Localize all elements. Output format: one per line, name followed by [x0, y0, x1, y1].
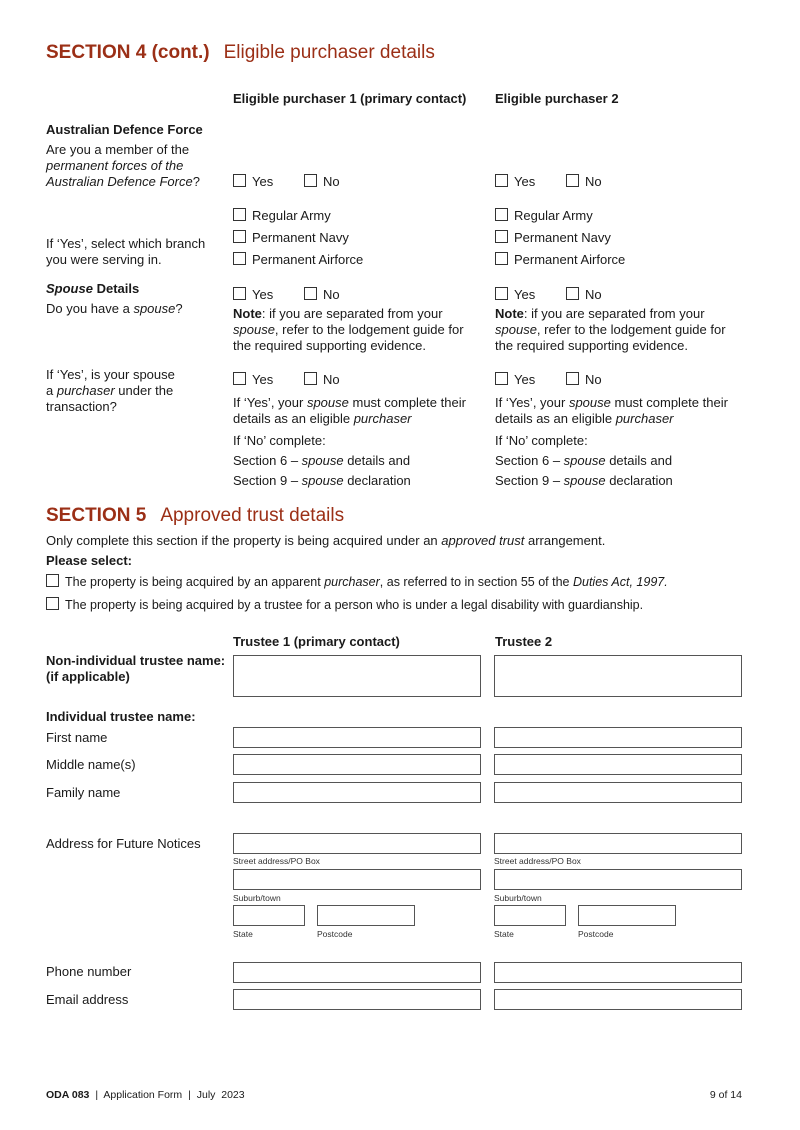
text: spouse	[306, 395, 349, 410]
text: spouse	[233, 322, 275, 337]
details-word: Details	[92, 281, 140, 296]
checkbox[interactable]	[495, 372, 508, 385]
trustee2-postcode-caption: Postcode	[578, 929, 614, 939]
option-label: No	[323, 287, 340, 302]
text: Section 9 –	[233, 473, 302, 488]
p1-branch-navy[interactable]	[233, 230, 349, 245]
text: spouse	[563, 453, 606, 468]
text: purchaser	[324, 575, 380, 589]
section-number: SECTION 5	[46, 505, 147, 526]
section-4-title	[46, 42, 435, 64]
option-label: Permanent Airforce	[252, 252, 364, 267]
checkbox[interactable]	[233, 287, 246, 300]
text: purchaser	[353, 411, 412, 426]
text: Section 6 –	[495, 453, 564, 468]
option-label: Regular Army	[252, 208, 331, 223]
trustee2-first-name-input[interactable]	[494, 727, 742, 748]
purchaser-question-line3: transaction?	[46, 399, 117, 414]
option-label: No	[585, 372, 602, 387]
option-label: Permanent Navy	[514, 230, 611, 245]
p1-note-line1	[233, 306, 443, 322]
p2-note-line2	[495, 322, 726, 338]
section5-intro	[46, 533, 605, 549]
checkbox[interactable]	[304, 287, 317, 300]
p1-adf-no[interactable]	[304, 174, 340, 189]
trustee1-postcode-caption: Postcode	[317, 929, 353, 939]
trustee2-phone-input[interactable]	[494, 962, 742, 983]
checkbox[interactable]	[495, 287, 508, 300]
purchaser-question-line2	[46, 383, 173, 399]
col1-header: Eligible purchaser 1 (primary contact)	[233, 91, 467, 106]
spouse-question	[46, 301, 183, 317]
first-name-label: First name	[46, 730, 108, 745]
p2-adf-no[interactable]	[566, 174, 602, 189]
section-number: SECTION 4 (cont.)	[46, 42, 210, 63]
option-label: No	[323, 372, 340, 387]
text: arrangement.	[524, 533, 606, 548]
trustee1-email-input[interactable]	[233, 989, 481, 1010]
p1-yes-note-line1	[233, 395, 466, 411]
checkbox[interactable]	[495, 252, 508, 265]
trustee2-postcode-input[interactable]	[578, 905, 676, 926]
please-select: Please select:	[46, 553, 133, 568]
section-5-title	[46, 505, 344, 527]
p1-spouse-no[interactable]	[304, 287, 340, 302]
p1-note-line3: the required supporting evidence.	[233, 338, 426, 353]
option-label: The property is being acquired by a trustee for a person who is under a legal disability with guardianship.	[65, 598, 644, 612]
p2-section6	[495, 453, 672, 469]
checkbox[interactable]	[233, 252, 246, 265]
trustee2-family-name-input[interactable]	[494, 782, 742, 803]
text: ?	[175, 301, 183, 316]
text: Section 6 –	[233, 453, 302, 468]
checkbox[interactable]	[566, 372, 579, 385]
text: must complete their	[348, 395, 466, 410]
trustee2-email-input[interactable]	[494, 989, 742, 1010]
page-number: 9 of 14	[709, 1089, 742, 1101]
text: : if you are separated from your	[261, 306, 443, 321]
p2-branch-army[interactable]	[495, 208, 593, 223]
option-label: Yes	[514, 372, 536, 387]
branch-question-line1: If ‘Yes’, select which branch	[46, 236, 206, 251]
p2-yes-note-line2	[495, 411, 674, 427]
checkbox[interactable]	[233, 372, 246, 385]
p2-spouse-yes[interactable]	[495, 287, 535, 302]
p2-adf-yes[interactable]	[495, 174, 535, 189]
note-label: Note	[233, 306, 262, 321]
option-label: Yes	[252, 174, 274, 189]
trust-option-apparent-purchaser[interactable]	[46, 574, 668, 590]
trustee1-phone-input[interactable]	[233, 962, 481, 983]
footer-left	[46, 1089, 245, 1101]
trustee1-non-individual-input[interactable]	[233, 655, 481, 697]
spouse-term: Spouse	[46, 281, 93, 296]
text: If ‘Yes’, your	[233, 395, 307, 410]
option-label	[65, 575, 668, 589]
trustee1-header: Trustee 1 (primary contact)	[233, 634, 400, 649]
text: , refer to the lodgement guide for	[536, 322, 726, 337]
note-label: Note	[495, 306, 524, 321]
p2-no-complete: If ‘No’ complete:	[495, 433, 588, 448]
form-date: July 2023	[196, 1089, 245, 1101]
section-name: Approved trust details	[160, 505, 345, 526]
text: spouse	[568, 395, 611, 410]
p2-branch-airforce[interactable]	[495, 252, 625, 267]
trustee2-header: Trustee 2	[495, 634, 553, 649]
text: spouse	[301, 473, 344, 488]
form-name: Application Form	[103, 1089, 183, 1101]
adf-question-line1: Are you a member of the	[46, 142, 190, 157]
adf-q-mark: ?	[192, 174, 200, 189]
p1-purchaser-no[interactable]	[304, 372, 340, 387]
text: declaration	[605, 473, 673, 488]
option-label: Permanent Airforce	[514, 252, 626, 267]
text: details and	[343, 453, 411, 468]
p1-section6	[233, 453, 410, 469]
trust-option-legal-disability[interactable]	[46, 597, 643, 613]
family-name-label: Family name	[46, 785, 121, 800]
middle-name-label: Middle name(s)	[46, 757, 136, 772]
phone-label: Phone number	[46, 964, 132, 979]
trustee2-suburb-input[interactable]	[494, 869, 742, 890]
text: purchaser	[615, 411, 674, 426]
trustee2-street-caption: Street address/PO Box	[494, 856, 581, 866]
checkbox[interactable]	[566, 287, 579, 300]
trustee1-family-name-input[interactable]	[233, 782, 481, 803]
p2-note-line1	[495, 306, 705, 322]
p1-no-complete: If ‘No’ complete:	[233, 433, 326, 448]
trustee1-suburb-input[interactable]	[233, 869, 481, 890]
text: spouse	[563, 473, 606, 488]
p1-purchaser-yes[interactable]	[233, 372, 273, 387]
p2-note-line3: the required supporting evidence.	[495, 338, 688, 353]
option-label: Regular Army	[514, 208, 593, 223]
trustee2-street-input[interactable]	[494, 833, 742, 854]
option-label: No	[585, 287, 602, 302]
text: details as an eligible	[233, 411, 354, 426]
p2-purchaser-yes[interactable]	[495, 372, 535, 387]
spouse-heading	[46, 281, 139, 297]
non-individual-label-line1: Non-individual trustee name:	[46, 653, 226, 668]
text: must complete their	[610, 395, 728, 410]
adf-question-line3	[46, 174, 200, 190]
p2-yes-note-line1	[495, 395, 728, 411]
p1-branch-army[interactable]	[233, 208, 331, 223]
trustee2-state-caption: State	[494, 929, 514, 939]
p1-adf-yes[interactable]	[233, 174, 273, 189]
text: : if you are separated from your	[523, 306, 705, 321]
separator: |	[188, 1089, 191, 1101]
p1-section9	[233, 473, 411, 489]
address-label: Address for Future Notices	[46, 836, 201, 851]
text: The property is being acquired by an apparent	[65, 575, 325, 589]
option-label: Permanent Navy	[252, 230, 349, 245]
text: Only complete this section if the property is being acquired under an	[46, 533, 442, 548]
email-label: Email address	[46, 992, 129, 1007]
option-label: No	[585, 174, 602, 189]
section-name: Eligible purchaser details	[223, 42, 435, 63]
checkbox[interactable]	[233, 174, 246, 187]
purchaser-question-line1: If ‘Yes’, is your spouse	[46, 367, 175, 382]
text: , as referred to in section 55 of the	[379, 575, 573, 589]
trustee2-non-individual-input[interactable]	[494, 655, 742, 697]
checkbox[interactable]	[495, 230, 508, 243]
text: Do you have a	[46, 301, 134, 316]
checkbox[interactable]	[566, 174, 579, 187]
text: , refer to the lodgement guide for	[274, 322, 464, 337]
p2-section9	[495, 473, 673, 489]
text: If ‘Yes’, your	[495, 395, 569, 410]
p1-note-line2	[233, 322, 464, 338]
col2-header: Eligible purchaser 2	[495, 91, 619, 106]
p1-yes-note-line2	[233, 411, 412, 427]
checkbox[interactable]	[233, 230, 246, 243]
text: spouse	[495, 322, 537, 337]
checkbox[interactable]	[233, 208, 246, 221]
p1-branch-airforce[interactable]	[233, 252, 363, 267]
text: a	[46, 383, 57, 398]
text: spouse	[133, 301, 176, 316]
trustee1-state-caption: State	[233, 929, 253, 939]
trustee1-postcode-input[interactable]	[317, 905, 415, 926]
trustee2-middle-name-input[interactable]	[494, 754, 742, 775]
text: approved trust	[441, 533, 525, 548]
adf-term: Australian Defence Force	[46, 174, 193, 189]
p1-spouse-yes[interactable]	[233, 287, 273, 302]
trustee2-suburb-caption: Suburb/town	[494, 893, 542, 903]
text: spouse	[301, 453, 344, 468]
non-individual-label-line2: (if applicable)	[46, 669, 130, 684]
text: purchaser	[56, 383, 115, 398]
adf-heading: Australian Defence Force	[46, 122, 203, 137]
trustee1-middle-name-input[interactable]	[233, 754, 481, 775]
option-label: Yes	[514, 287, 536, 302]
text: declaration	[343, 473, 411, 488]
text: under the	[114, 383, 174, 398]
adf-question-line2: permanent forces of the	[46, 158, 184, 173]
checkbox[interactable]	[304, 372, 317, 385]
checkbox[interactable]	[46, 597, 59, 610]
separator: |	[95, 1089, 99, 1101]
individual-heading: Individual trustee name:	[46, 709, 196, 724]
trustee1-suburb-caption: Suburb/town	[233, 893, 281, 903]
checkbox[interactable]	[46, 574, 59, 587]
p2-branch-navy[interactable]	[495, 230, 611, 245]
text: details and	[605, 453, 673, 468]
p2-spouse-no[interactable]	[566, 287, 602, 302]
p2-purchaser-no[interactable]	[566, 372, 602, 387]
checkbox[interactable]	[495, 174, 508, 187]
text: details as an eligible	[495, 411, 616, 426]
trustee1-first-name-input[interactable]	[233, 727, 481, 748]
checkbox[interactable]	[495, 208, 508, 221]
option-label: Yes	[252, 372, 274, 387]
trustee1-state-input[interactable]	[233, 905, 305, 926]
checkbox[interactable]	[304, 174, 317, 187]
option-label: Yes	[252, 287, 274, 302]
option-label: Yes	[514, 174, 536, 189]
trustee1-street-input[interactable]	[233, 833, 481, 854]
text: Duties Act, 1997.	[572, 575, 668, 589]
trustee2-state-input[interactable]	[494, 905, 566, 926]
branch-question-line2: you were serving in.	[46, 252, 162, 267]
form-code: ODA 083	[46, 1089, 90, 1101]
text: Section 9 –	[495, 473, 564, 488]
option-label: No	[323, 174, 340, 189]
trustee1-street-caption: Street address/PO Box	[233, 856, 320, 866]
